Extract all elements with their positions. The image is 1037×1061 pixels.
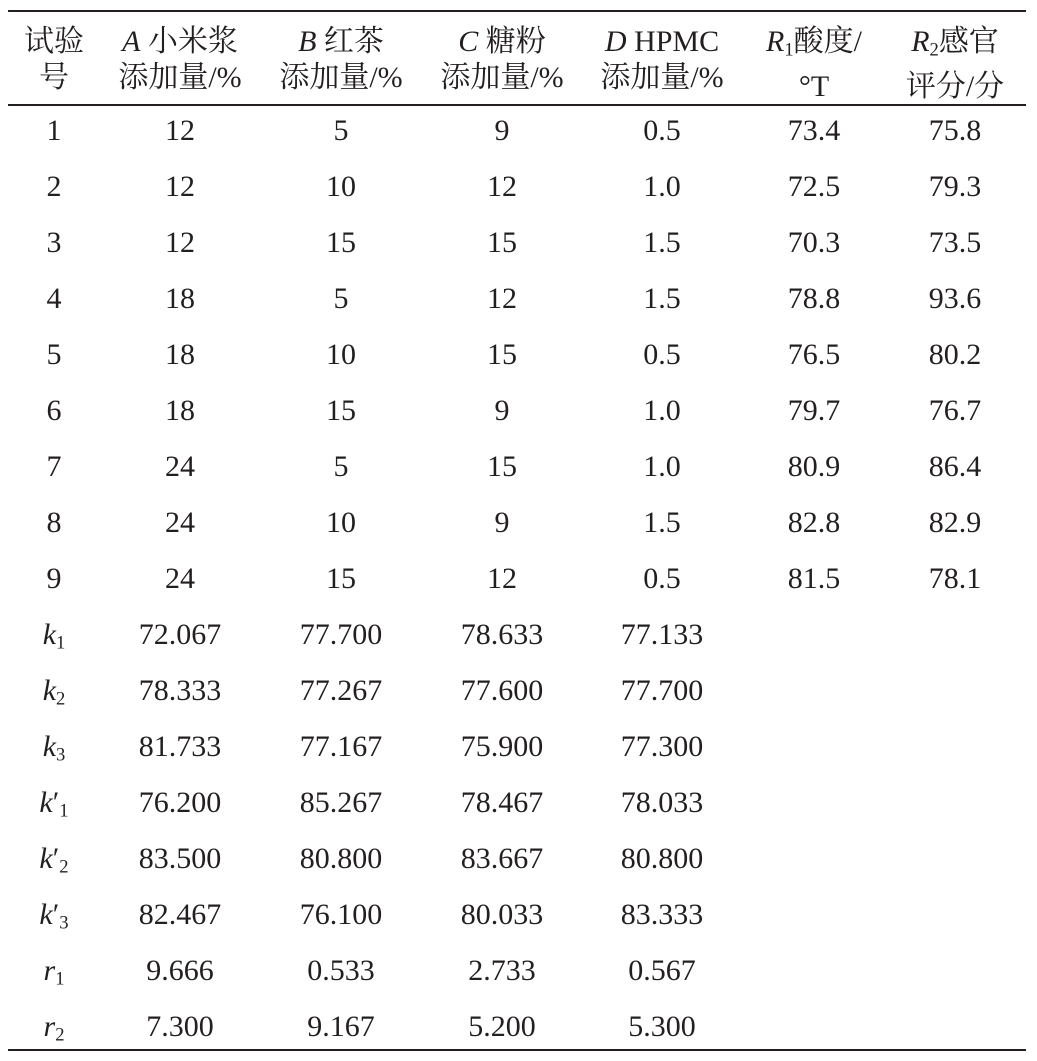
stat-value: 0.567 — [628, 954, 696, 987]
column-header-line — [261, 60, 421, 96]
column-header-symbol: B — [298, 25, 317, 58]
run-number: 1 — [46, 114, 62, 147]
stat-prime: ′ — [52, 898, 60, 931]
run-number: 9 — [46, 562, 62, 595]
stat-value: 77.300 — [620, 730, 704, 763]
table-cell: 15 — [487, 450, 517, 483]
column-header-text: 糖粉 — [478, 25, 546, 58]
table-cell: 24 — [165, 506, 195, 539]
table-cell: 79.7 — [787, 394, 841, 427]
stat-value: 78.033 — [620, 786, 704, 819]
column-header-line — [422, 60, 582, 96]
column-header-text: 红茶 — [316, 25, 384, 58]
column-header-text: 酸度/ — [793, 25, 862, 58]
table-cell: 12 — [165, 114, 195, 147]
column-header-text: HPMC — [626, 25, 720, 58]
table-cell: 5 — [333, 282, 349, 315]
table-cell: 15 — [487, 226, 517, 259]
table-cell: 5 — [333, 114, 349, 147]
table-cell: 15 — [487, 338, 517, 371]
stat-value: 80.033 — [460, 898, 544, 931]
table-cell: 12 — [165, 226, 195, 259]
column-header-line — [100, 24, 260, 60]
run-number: 3 — [46, 226, 62, 259]
table-cell: 72.5 — [787, 170, 841, 203]
table-cell: 12 — [487, 282, 517, 315]
column-header-subscript: 1 — [784, 39, 794, 61]
column-header-text: 添加量/% — [600, 61, 724, 94]
column-header-symbol: R — [911, 25, 930, 58]
stat-value: 78.467 — [460, 786, 544, 819]
stat-value: 83.500 — [138, 842, 222, 875]
run-number: 8 — [46, 506, 62, 539]
table-cell: 73.4 — [787, 114, 841, 147]
column-header-symbol: D — [604, 25, 627, 58]
column-header-line — [422, 24, 582, 60]
stat-subscript: 2 — [59, 856, 69, 878]
stat-subscript: 3 — [56, 744, 66, 766]
column-header-text: 号 — [39, 61, 69, 94]
table-cell: 9 — [494, 114, 510, 147]
table-cell: 82.9 — [928, 506, 982, 539]
table-cell: 18 — [165, 338, 195, 371]
stat-subscript: 1 — [56, 632, 66, 654]
run-number: 6 — [46, 394, 62, 427]
column-header-line — [875, 69, 1035, 105]
stat-value: 76.200 — [138, 786, 222, 819]
table-cell: 1.5 — [643, 282, 681, 315]
stat-value: 80.800 — [620, 842, 704, 875]
stat-prime: ′ — [52, 842, 60, 875]
column-header-text: 试验 — [24, 25, 84, 58]
stat-value: 80.800 — [299, 842, 383, 875]
table-cell: 0.5 — [643, 562, 681, 595]
column-header-text: 感官 — [938, 25, 999, 58]
stat-value: 7.300 — [146, 1010, 214, 1043]
table-cell: 1.0 — [643, 170, 681, 203]
stat-value: 5.200 — [468, 1010, 536, 1043]
table-cell: 75.8 — [928, 114, 982, 147]
stat-subscript: 1 — [55, 968, 65, 990]
column-header-line — [734, 69, 894, 105]
stat-value: 77.700 — [620, 674, 704, 707]
column-header-text: 小米浆 — [140, 25, 238, 58]
stat-prime: ′ — [52, 786, 60, 819]
stat-value: 85.267 — [299, 786, 383, 819]
table-cell: 78.8 — [787, 282, 841, 315]
table-cell: 93.6 — [928, 282, 982, 315]
table-cell: 76.5 — [787, 338, 841, 371]
table-cell: 80.2 — [928, 338, 982, 371]
stat-value: 9.666 — [146, 954, 214, 987]
table-cell: 80.9 — [787, 450, 841, 483]
table-cell: 12 — [487, 562, 517, 595]
table-cell: 73.5 — [928, 226, 982, 259]
column-header-symbol: A — [122, 25, 141, 58]
stat-subscript: 1 — [59, 800, 69, 822]
stat-value: 76.100 — [299, 898, 383, 931]
table-cell: 10 — [326, 506, 356, 539]
column-header-line — [582, 60, 742, 96]
column-header-symbol: C — [458, 25, 479, 58]
table-cell: 15 — [326, 394, 356, 427]
table-cell: 15 — [326, 226, 356, 259]
table-cell: 79.3 — [928, 170, 982, 203]
stat-symbol: r — [43, 954, 56, 987]
stat-subscript: 3 — [59, 912, 69, 934]
table-cell: 18 — [165, 394, 195, 427]
stat-symbol: k — [42, 730, 57, 763]
column-header — [582, 24, 742, 96]
stat-value: 75.900 — [460, 730, 544, 763]
table-cell: 18 — [165, 282, 195, 315]
stat-value: 0.533 — [307, 954, 375, 987]
column-header — [875, 24, 1035, 105]
run-number: 4 — [46, 282, 62, 315]
table-cell: 70.3 — [787, 226, 841, 259]
stat-value: 77.600 — [460, 674, 544, 707]
table-cell: 12 — [487, 170, 517, 203]
table-cell: 1.5 — [643, 226, 681, 259]
stat-subscript: 2 — [56, 688, 66, 710]
stat-value: 83.333 — [620, 898, 704, 931]
stat-value: 5.300 — [628, 1010, 696, 1043]
stat-value: 83.667 — [460, 842, 544, 875]
stat-value: 2.733 — [468, 954, 536, 987]
stat-symbol: k — [39, 842, 53, 875]
column-header-subscript: 2 — [929, 39, 939, 61]
column-header — [261, 24, 421, 96]
table-cell: 24 — [165, 450, 195, 483]
stat-value: 9.167 — [307, 1010, 375, 1043]
table-cell: 1.5 — [643, 506, 681, 539]
table-cell: 78.1 — [928, 562, 982, 595]
column-header-line — [734, 24, 894, 69]
table-cell: 5 — [333, 450, 349, 483]
stat-symbol: k — [39, 898, 53, 931]
stat-symbol: k — [39, 786, 53, 819]
column-header-text: 评分/分 — [905, 69, 1005, 103]
table-cell: 24 — [165, 562, 195, 595]
table-bottom-rule — [8, 1049, 1026, 1051]
table-cell: 86.4 — [928, 450, 982, 483]
stat-value: 77.267 — [299, 674, 383, 707]
table-cell: 12 — [165, 170, 195, 203]
stat-symbol: r — [43, 1010, 56, 1043]
stat-subscript: 2 — [55, 1024, 65, 1046]
table-cell: 82.8 — [787, 506, 841, 539]
run-number: 5 — [46, 338, 62, 371]
stat-value: 77.167 — [299, 730, 383, 763]
table-cell: 1.0 — [643, 394, 681, 427]
column-header — [734, 24, 894, 105]
table-cell: 1.0 — [643, 450, 681, 483]
column-header-line — [261, 24, 421, 60]
column-header-text: 添加量/% — [440, 61, 564, 94]
table-cell: 0.5 — [643, 338, 681, 371]
stat-value: 82.467 — [138, 898, 222, 931]
run-number: 2 — [46, 170, 62, 203]
table-cell: 15 — [326, 562, 356, 595]
column-header-symbol: R — [766, 25, 785, 58]
stat-value: 78.333 — [138, 674, 222, 707]
stat-value: 77.700 — [299, 618, 383, 651]
run-number: 7 — [46, 450, 62, 483]
column-header-text: 添加量/% — [118, 61, 242, 94]
column-header-text: 添加量/% — [279, 61, 403, 94]
column-header-text: °T — [798, 69, 830, 103]
stat-value: 72.067 — [138, 618, 222, 651]
stat-value: 78.633 — [460, 618, 544, 651]
stat-value: 81.733 — [138, 730, 222, 763]
stat-symbol: k — [42, 618, 57, 651]
column-header-line — [582, 24, 742, 60]
stat-value: 77.133 — [620, 618, 704, 651]
table-cell: 0.5 — [643, 114, 681, 147]
table-cell: 76.7 — [928, 394, 982, 427]
column-header-line — [875, 24, 1035, 69]
stat-symbol: k — [42, 674, 57, 707]
table-cell: 10 — [326, 338, 356, 371]
table-cell: 10 — [326, 170, 356, 203]
column-header — [100, 24, 260, 96]
table-cell: 9 — [494, 394, 510, 427]
column-header-line — [100, 60, 260, 96]
table-top-rule — [8, 10, 1026, 12]
column-header — [422, 24, 582, 96]
table-cell: 81.5 — [787, 562, 841, 595]
table-cell: 9 — [494, 506, 510, 539]
